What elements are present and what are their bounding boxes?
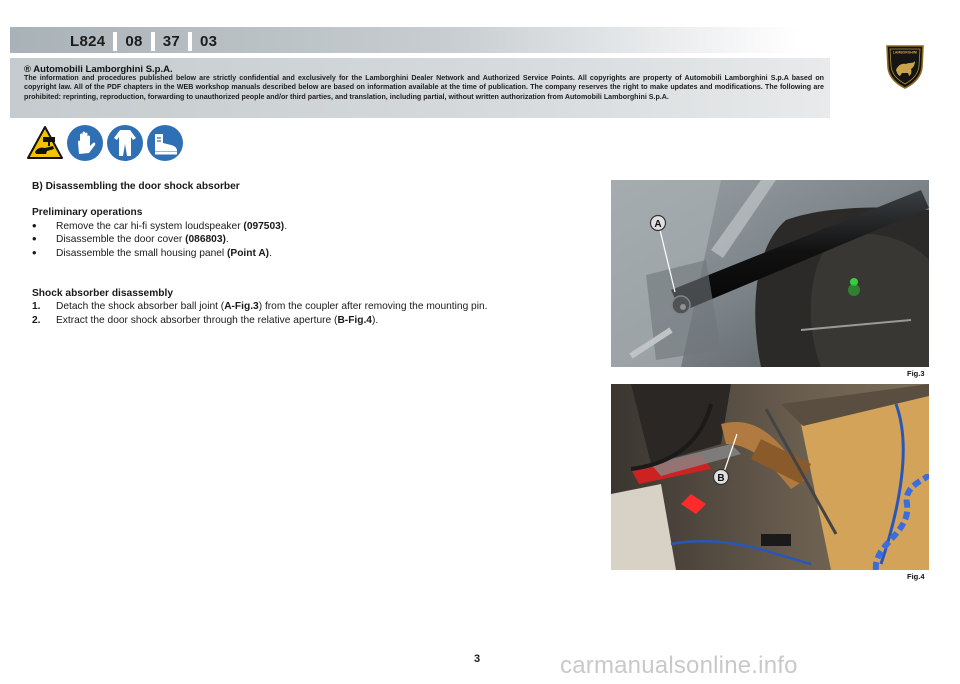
gloves-icon [66, 124, 104, 162]
callout-a-label: A [654, 219, 662, 230]
code-separator [151, 32, 155, 51]
safety-shoes-icon [146, 124, 184, 162]
section-title: B) Disassembling the door shock absorber [32, 181, 240, 192]
page-number: 3 [474, 653, 481, 665]
list-item: • Disassemble the door cover (086803). [32, 233, 592, 246]
step-item: 2. Extract the door shock absorber through the relative aperture (B-Fig.4). [32, 314, 379, 326]
notice-title: ® Automobili Lamborghini S.p.A. [24, 64, 173, 75]
document-codes [70, 31, 217, 51]
figure-3-photo [611, 180, 929, 367]
safety-icons [26, 124, 184, 162]
code-section: 03 [199, 32, 218, 50]
logo-lettering: LAMBORGHINI [892, 50, 918, 55]
preliminary-operations-title: Preliminary operations [32, 207, 143, 219]
step-item: 1. Detach the shock absorber ball joint (A-Fig.3) from the coupler after removing the mounting pin. [32, 301, 488, 313]
code-group: 08 [125, 32, 143, 50]
part-code: (086803) [185, 234, 226, 246]
lamborghini-logo-icon [884, 43, 926, 89]
procedure-content [32, 180, 592, 327]
part-code: (Point A) [227, 247, 270, 259]
code-separator [113, 32, 117, 51]
watermark: carmanualsonline.info [560, 652, 798, 679]
code-subgroup: 37 [162, 32, 180, 50]
list-item: • Disassemble the small housing panel (Point A). [32, 247, 592, 260]
figure-reference: A-Fig.3 [224, 301, 259, 313]
figure-3-caption: Fig.3 [907, 369, 925, 378]
figure-reference: B-Fig.4 [337, 314, 372, 326]
figure-4-photo [611, 384, 929, 570]
code-separator [188, 32, 192, 51]
part-code: (097503) [243, 220, 285, 232]
hand-crush-warning-icon [26, 124, 64, 162]
callout-b-label: B [717, 473, 725, 484]
notice-text: The information and procedures published below are strictly confidential and exclusively for the Lamborghini Dealer Network and Authorized Service Points. All copyrights are property of Automobili Lamborghini S.p.A based on copyright law. All of the PDF chapters in the WEB workshop manuals described below are based on information available at the time of publication. The company reserves the right to make updates and modifications. The following are prohibited: reprinting, reproduction, forwarding to unauthorized people and/or third parties, and translation, including partial, without written authorization from Automobili Lamborghini S.p.A. [24, 74, 824, 101]
list-item: • Remove the car hi-fi system loudspeaker (097503). [32, 220, 592, 233]
figure-4-caption: Fig.4 [907, 572, 925, 581]
disassembly-title: Shock absorber disassembly [32, 288, 173, 300]
code-model: L824 [70, 32, 106, 50]
overalls-icon [106, 124, 144, 162]
